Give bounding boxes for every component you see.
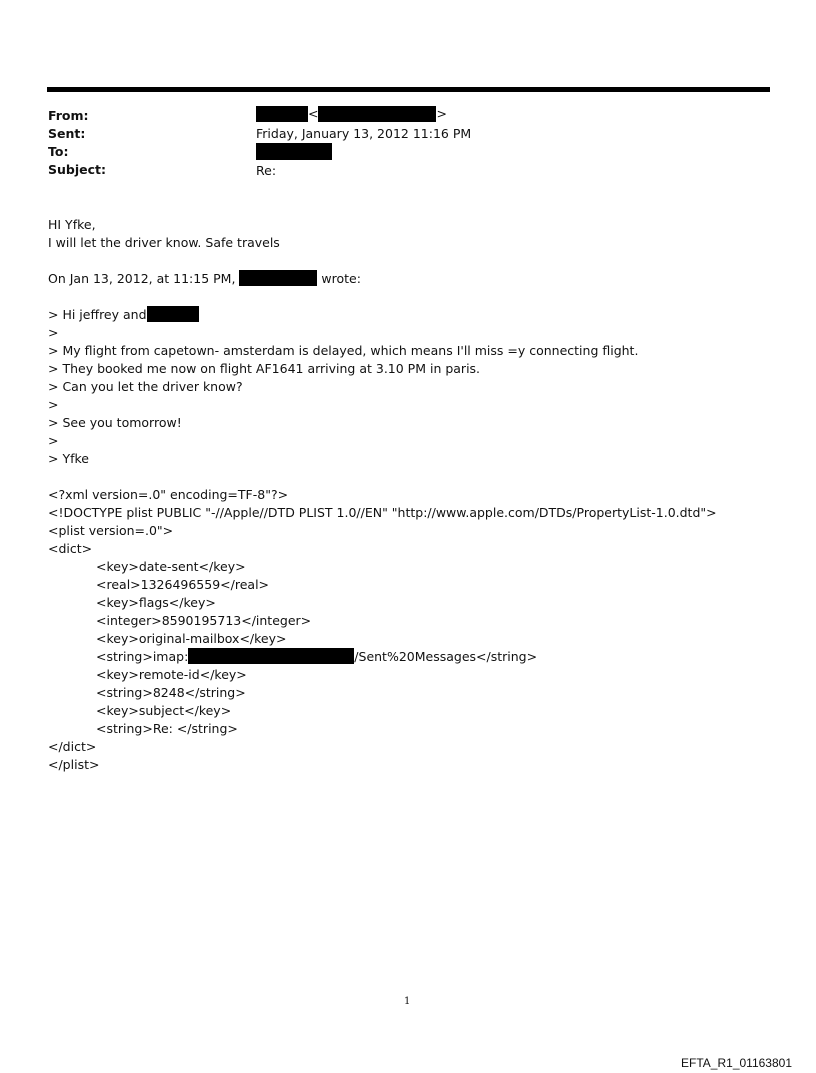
plist-line: <string>imap: /Sent%20Messages</string> xyxy=(96,649,538,664)
subject-label: Subject: xyxy=(48,162,106,177)
quoted-line: > My flight from capetown- amsterdam is delayed, which means I'll miss =y connecting flight. xyxy=(48,343,639,358)
quoted-line: > xyxy=(48,397,59,412)
to-value xyxy=(256,143,332,160)
plist-line: <key>flags</key> xyxy=(96,595,216,610)
quote-intro-after: wrote: xyxy=(317,271,361,286)
plist-line: <key>original-mailbox</key> xyxy=(96,631,287,646)
quoted-line: > Yfke xyxy=(48,451,89,466)
plist-line: <key>subject</key> xyxy=(96,703,232,718)
plist-line: </plist> xyxy=(48,757,100,772)
from-lt: < xyxy=(308,106,319,121)
plist-line: <string>Re: </string> xyxy=(96,721,238,736)
quoted-line: > xyxy=(48,433,59,448)
from-value xyxy=(256,106,447,122)
quoted-line: > See you tomorrow! xyxy=(48,415,182,430)
redaction-block xyxy=(239,270,317,286)
from-label: From: xyxy=(48,108,89,123)
redaction-block xyxy=(256,106,308,122)
quoted-line: > Hi jeffrey and xyxy=(48,306,199,324)
redaction-block xyxy=(147,306,199,322)
document-id: EFTA_R1_01163801 xyxy=(681,1056,792,1070)
plist-line: <integer>8590195713</integer> xyxy=(96,613,312,628)
to-label: To: xyxy=(48,144,69,159)
quoted-line: > Can you let the driver know? xyxy=(48,379,243,394)
reply-text: I will let the driver know. Safe travels xyxy=(48,235,280,250)
from-gt: > xyxy=(436,106,447,121)
sent-label: Sent: xyxy=(48,126,86,141)
plist-line: <dict> xyxy=(48,541,93,556)
sent-value: Friday, January 13, 2012 11:16 PM xyxy=(256,126,472,141)
plist-line: <real>1326496559</real> xyxy=(96,577,270,592)
page-number: 1 xyxy=(404,996,411,1007)
plist-line: <key>remote-id</key> xyxy=(96,667,247,682)
plist-line: <?xml version=.0" encoding=TF-8"?> xyxy=(48,487,289,502)
redaction-block xyxy=(256,143,332,160)
plist-line: </dict> xyxy=(48,739,97,754)
quote-intro xyxy=(48,270,361,288)
quoted-line: > They booked me now on flight AF1641 arriving at 3.10 PM in paris. xyxy=(48,361,481,376)
redaction-block xyxy=(318,106,436,122)
greeting: HI Yfke, xyxy=(48,217,96,232)
plist-line: <plist version=.0"> xyxy=(48,523,174,538)
plist-line: <!DOCTYPE plist PUBLIC "-//Apple//DTD PLIST 1.0//EN" "http://www.apple.com/DTDs/PropertyList-1.0.dtd"> xyxy=(48,505,717,520)
plist-line: <key>date-sent</key> xyxy=(96,559,246,574)
subject-value: Re: xyxy=(256,163,277,178)
quoted-line: > xyxy=(48,325,59,340)
quote-intro-before: On Jan 13, 2012, at 11:15 PM, xyxy=(48,271,236,286)
redaction-block xyxy=(188,648,354,664)
header-rule xyxy=(47,87,770,92)
plist-line: <string>8248</string> xyxy=(96,685,246,700)
